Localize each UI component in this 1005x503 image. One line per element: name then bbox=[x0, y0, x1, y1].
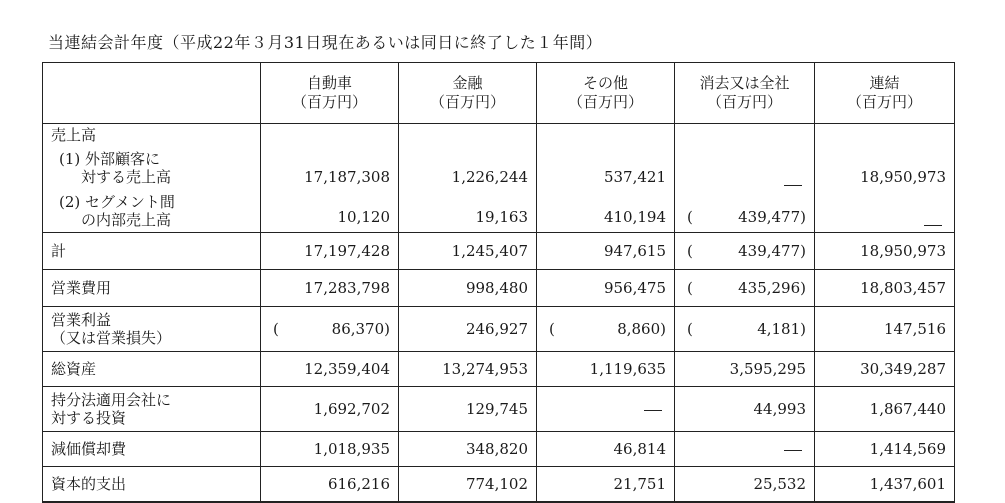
sales-item1-value: 1,226,244 bbox=[451, 168, 528, 186]
row-value: 1,867,440 bbox=[815, 387, 955, 432]
sales-cell bbox=[537, 124, 675, 233]
row-value: 246,927 bbox=[399, 307, 537, 352]
sales-item1-line1: (1) 外部顧客に bbox=[59, 149, 161, 168]
row-value bbox=[675, 432, 815, 467]
sales-item1-value: 17,187,308 bbox=[304, 168, 390, 186]
row-value: ( 86,370) bbox=[261, 307, 399, 352]
header-corner bbox=[43, 63, 261, 124]
row-label: 減価償却費 bbox=[43, 432, 261, 467]
sales-cell bbox=[815, 124, 955, 233]
header-row bbox=[43, 63, 955, 124]
row-value: 30,349,287 bbox=[815, 352, 955, 387]
row-value: 21,751 bbox=[537, 467, 675, 503]
row-label: 営業費用 bbox=[43, 270, 261, 307]
sales-item2-line2: の内部売上高 bbox=[81, 210, 172, 229]
table-caption: 当連結会計年度（平成22年３月31日現在あるいは同日に終了した１年間） bbox=[48, 33, 603, 52]
row-value: 1,245,407 bbox=[399, 233, 537, 270]
row-value: ( 8,860) bbox=[537, 307, 675, 352]
row-value: 1,018,935 bbox=[261, 432, 399, 467]
table-row-operating-expenses bbox=[43, 270, 955, 307]
dash-mark bbox=[644, 410, 662, 411]
header-finance: 金融 （百万円） bbox=[399, 63, 537, 124]
segment-table bbox=[42, 62, 955, 503]
dash-mark bbox=[784, 185, 802, 186]
sales-row bbox=[43, 124, 955, 233]
sales-item2-value: ( 439,477) bbox=[687, 208, 806, 226]
row-value: 25,532 bbox=[675, 467, 815, 503]
row-label: 営業利益 （又は営業損失） bbox=[43, 307, 261, 352]
row-value: 1,692,702 bbox=[261, 387, 399, 432]
row-value: 348,820 bbox=[399, 432, 537, 467]
row-value: 12,359,404 bbox=[261, 352, 399, 387]
header-automobile: 自動車 （百万円） bbox=[261, 63, 399, 124]
row-label: 計 bbox=[43, 233, 261, 270]
row-value: 129,745 bbox=[399, 387, 537, 432]
row-value: 44,993 bbox=[675, 387, 815, 432]
row-value: 1,119,635 bbox=[537, 352, 675, 387]
row-label: 持分法適用会社に 対する投資 bbox=[43, 387, 261, 432]
sales-item1-line2: 対する売上高 bbox=[81, 167, 172, 186]
sales-cell bbox=[675, 124, 815, 233]
dash-mark bbox=[924, 225, 942, 226]
dash-mark bbox=[784, 450, 802, 451]
row-value: ( 4,181) bbox=[675, 307, 815, 352]
sales-item2-line1: (2) セグメント間 bbox=[59, 192, 175, 211]
row-value bbox=[537, 387, 675, 432]
row-value: ( 439,477) bbox=[675, 233, 815, 270]
row-value: 1,414,569 bbox=[815, 432, 955, 467]
row-value: 616,216 bbox=[261, 467, 399, 503]
sales-item2-value: 10,120 bbox=[337, 208, 390, 226]
table-row-operating-income bbox=[43, 307, 955, 352]
row-value: 147,516 bbox=[815, 307, 955, 352]
row-value: 17,197,428 bbox=[261, 233, 399, 270]
row-label: 資本的支出 bbox=[43, 467, 261, 503]
table-row-total bbox=[43, 233, 955, 270]
row-value: 956,475 bbox=[537, 270, 675, 307]
row-value: 17,283,798 bbox=[261, 270, 399, 307]
row-value: 46,814 bbox=[537, 432, 675, 467]
table-row-capital-expenditure bbox=[43, 467, 955, 503]
sales-item1-value: 18,950,973 bbox=[860, 168, 946, 186]
sales-cell bbox=[399, 124, 537, 233]
row-value: 947,615 bbox=[537, 233, 675, 270]
sales-cell bbox=[261, 124, 399, 233]
sales-item2-value: 410,194 bbox=[603, 208, 666, 226]
row-value: 774,102 bbox=[399, 467, 537, 503]
table-row-total-assets bbox=[43, 352, 955, 387]
row-value: 18,803,457 bbox=[815, 270, 955, 307]
row-value: 13,274,953 bbox=[399, 352, 537, 387]
row-value: ( 435,296) bbox=[675, 270, 815, 307]
row-label: 総資産 bbox=[43, 352, 261, 387]
header-other: その他 （百万円） bbox=[537, 63, 675, 124]
header-elimination: 消去又は全社 （百万円） bbox=[675, 63, 815, 124]
row-value: 1,437,601 bbox=[815, 467, 955, 503]
sales-item2-value: 19,163 bbox=[475, 208, 528, 226]
table-row-equity-investments bbox=[43, 387, 955, 432]
row-value: 18,950,973 bbox=[815, 233, 955, 270]
row-value: 3,595,295 bbox=[675, 352, 815, 387]
sales-title: 売上高 bbox=[51, 126, 97, 144]
row-value: 998,480 bbox=[399, 270, 537, 307]
header-consolidated: 連結 （百万円） bbox=[815, 63, 955, 124]
table-row-depreciation bbox=[43, 432, 955, 467]
sales-item2-value bbox=[823, 192, 946, 232]
sales-item1-value bbox=[683, 152, 806, 192]
sales-label-cell bbox=[43, 124, 261, 233]
sales-item1-value: 537,421 bbox=[603, 168, 666, 186]
